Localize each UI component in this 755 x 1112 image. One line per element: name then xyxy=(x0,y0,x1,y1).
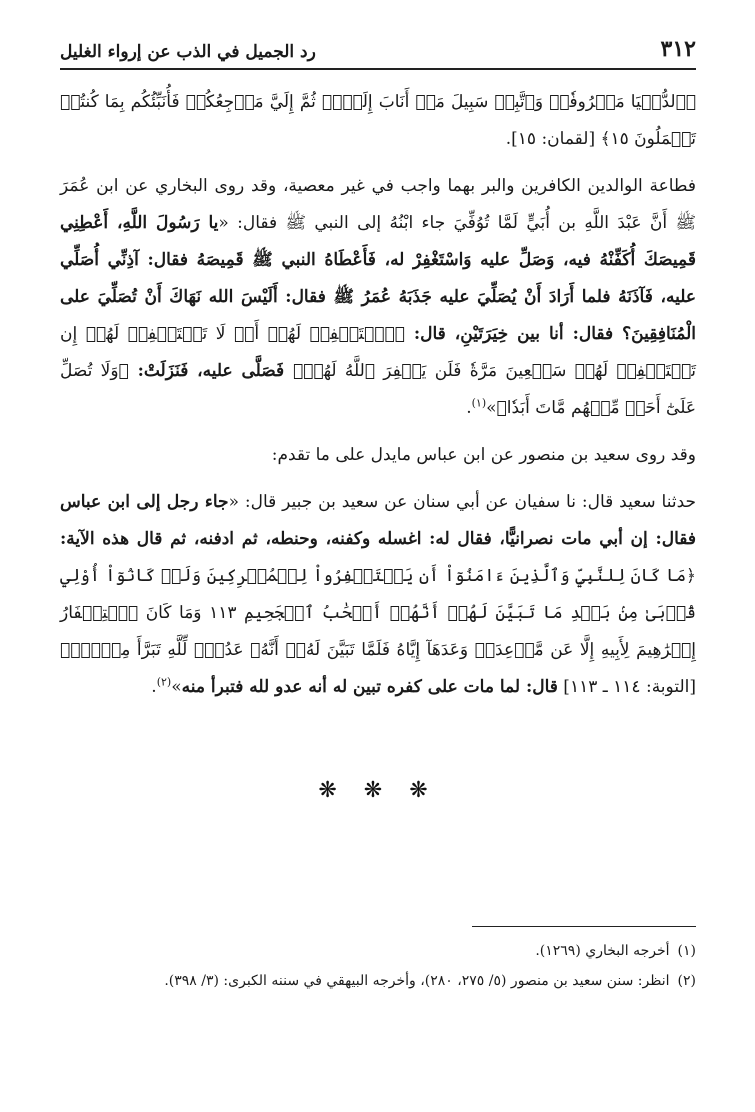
paragraph-3: وقد روى سعيد بن منصور عن ابن عباس مايدل على ما تقدم: xyxy=(271,445,696,465)
footnote-ref[interactable]: (٢) xyxy=(156,675,172,689)
hadith-text: فَصَلَّى عليه، فَنَزَلَتْ: xyxy=(128,361,293,381)
footnote-ref[interactable]: (١) xyxy=(471,396,487,410)
quran-verse: ﴿ٱسۡتَغۡفِرۡ لَهُمۡ أَوۡ لَا تَسۡتَغۡفِرۡ لَهُمۡ إِن تَسۡتَغۡفِرۡ لَهُمۡ سَبۡعِينَ مَرَّةٗ فَلَن يَغۡفِرَ ٱللَّهُ لَهُمۡ﴾ xyxy=(60,324,696,381)
verse-citation: [لقمان: ١٥]. xyxy=(505,129,601,149)
hadith-text: يا رَسُولَ اللَّهِ، أَعْطِنِي قَمِيصَكَ أُكَفِّنْهُ فيه، وَصَلِّ عليه وَاسْتَغْفِرْ له، فَأَعْطَاهُ النبي ﷺ قَمِيصَهُ فقال: آذِنِّي أُصَلِّي عليه، فَآذَنَهُ فلما أَرَادَ أَنْ يُصَلِّيَ عليه جَذَبَهُ عُمَرُ ﷺ فقال: أَلَيْسَ الله نَهَاكَ أَنْ تُصَلِّيَ على الْمُنَافِقِينَ؟ فقال: أنا بين خِيَرَتَيْنِ، قال: xyxy=(60,213,696,344)
paragraph-1 xyxy=(60,84,696,158)
main-text xyxy=(60,84,696,706)
paragraph-text: حدثنا سعيد قال: نا سفيان عن أبي سنان عن سعيد بن جبير قال: « xyxy=(228,492,697,512)
footnote-2 xyxy=(60,968,696,994)
narration-text: قال: لما مات على كفره تبين له أنه عدو لله فتبرأ منه xyxy=(181,677,558,697)
page-header xyxy=(60,28,696,62)
footnote-text: أخرجه البخاري (١٢٦٩). xyxy=(535,943,670,959)
paragraph-4 xyxy=(60,484,696,706)
verse-citation: [التوبة: ١١٤ ـ ١١٣] xyxy=(557,677,696,697)
paragraph-text: فطاعة الوالدين الكافرين والبر بهما واجب في غير معصية، وقد روى البخاري عن ابن عُمَرَ ﷺ أَنَّ عَبْدَ اللَّهِ بن أُبَيٍّ لَمَّا تُوُفِّيَ جاء ابْنُهُ إلى النبي ﷺ فقال: « xyxy=(60,176,696,233)
footnote-number: (١) xyxy=(677,943,696,959)
quran-verse: ﴿مَا كَانَ لِلنَّبِيِّ وَٱلَّذِينَ ءَامَنُوٓاْ أَن يَسۡتَغۡفِرُواْ لِلۡمُشۡرِكِينَ وَلَوۡ كَانُوٓاْ أُوْلِي قُرۡبَىٰ مِنۢ بَعۡدِ مَا تَبَيَّنَ لَهُمۡ أَنَّهُمۡ أَصۡحَٰبُ ٱلۡجَحِيمِ ١١٣ وَمَا كَانَ ٱسۡتِغۡفَارُ إِبۡرَٰهِيمَ لِأَبِيهِ إِلَّا عَن مَّوۡعِدَةٖ وَعَدَهَآ إِيَّاهُ فَلَمَّا تَبَيَّنَ لَهُۥٓ أَنَّهُۥ عَدُوّٞ لِّلَّهِ تَبَرَّأَ مِنۡهُۚ﴾ xyxy=(60,566,696,660)
paragraph-text: . xyxy=(151,677,157,697)
footnote-number: (٢) xyxy=(677,973,696,989)
paragraph-text: . xyxy=(466,398,472,418)
running-title: رد الجميل في الذب عن إرواء الغليل xyxy=(60,42,316,62)
quran-verse: ﴿وَلَا تُصَلِّ عَلَىٰٓ أَحَدٖ مِّنۡهُم مَّاتَ أَبَدٗا﴾ xyxy=(60,361,696,418)
footnote-text: انظر: سنن سعيد بن منصور (٥/ ٢٧٥، ٢٨٠)، وأخرجه البيهقي في سننه الكبرى: (٣/ ٣٩٨). xyxy=(164,973,670,989)
quote-mark: » xyxy=(486,398,497,418)
quote-mark: » xyxy=(171,677,182,697)
quran-verse: ﴿ٱلدُّنۡيَا مَعۡرُوفٗاۖ وَٱتَّبِعۡ سَبِيلَ مَنۡ أَنَابَ إِلَيَّۚ ثُمَّ إِلَيَّ مَرۡجِعُكُمۡ فَأُنَبِّئُكُم بِمَا كُنتُمۡ تَعۡمَلُونَ ١٥﴾ xyxy=(60,92,696,149)
footnote-rule xyxy=(472,926,696,927)
paragraph-2 xyxy=(60,168,696,427)
footnotes xyxy=(60,938,696,994)
section-separator: ❋ ❋ ❋ xyxy=(318,778,438,803)
page-number: ٣١٢ xyxy=(660,36,696,62)
footnote-1 xyxy=(60,938,696,964)
header-rule xyxy=(60,68,696,70)
narration-text: جاء رجل إلى ابن عباس فقال: إن أبي مات نصرانيًّا، فقال له: اغسله وكفنه، وحنطه، ثم ادفنه، ثم قال هذه الآية: xyxy=(60,492,696,549)
